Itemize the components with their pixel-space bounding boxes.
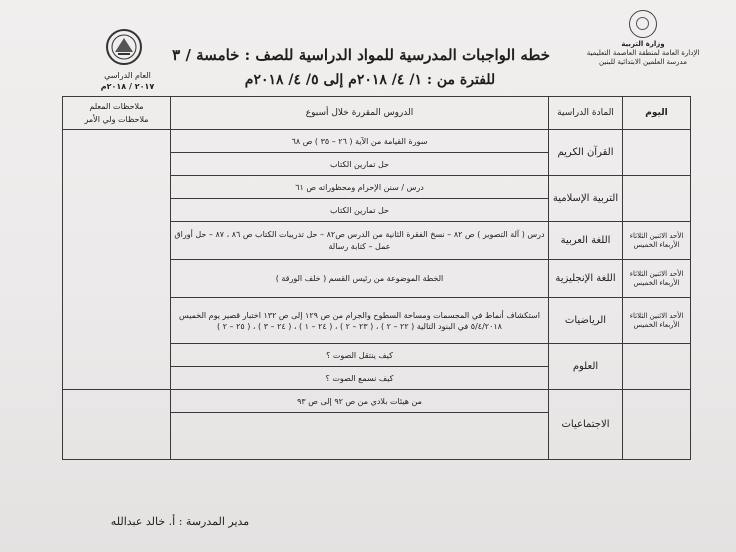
header-subject: المادة الدراسية [549, 97, 623, 130]
lesson-cell: كيف ينتقل الصوت ؟ [171, 344, 549, 367]
academic-year-value: ٢٠١٧ / ٢٠١٨م [100, 82, 155, 91]
day-cell: الأحد الاثنين الثلاثاء الأربعاء الخميس [623, 222, 691, 260]
ministry-seal-icon [629, 10, 657, 38]
lesson-cell [171, 413, 549, 460]
lesson-cell: درس ( آلة التصوير ) ص ٨٢ – نسخ الفقرة الثانية من الدرس ص٨٢ – حل تدريبات الكتاب ص ٨٦ ، ٨٧ – حل أوراق عمل – كتابة رسالة [171, 222, 549, 260]
page-title: خطه الواجبات المدرسية للمواد الدراسية للصف : خامسة / ٣ [172, 46, 550, 64]
school-emblem-icon [105, 28, 143, 66]
academic-year [70, 70, 185, 92]
day-cell [623, 130, 691, 176]
day-cell [623, 390, 691, 460]
lesson-cell: كيف نسمع الصوت ؟ [171, 367, 549, 390]
notes-cell [63, 390, 171, 460]
subject-math: الرياضيات [549, 298, 623, 344]
table-row [63, 130, 691, 153]
subject-islamic: التربية الإسلامية [549, 176, 623, 222]
period-subtitle: للفترة من : ١/ ٤/ ٢٠١٨م إلى ٥/ ٤/ ٢٠١٨م [244, 72, 496, 88]
ministry-name: وزارة التربية [621, 40, 665, 48]
table-header-row [63, 97, 691, 130]
lesson-cell: من هيئات بلادي من ص ٩٢ إلى ص ٩٣ [171, 390, 549, 413]
subject-english: اللغة الإنجليزية [549, 260, 623, 298]
day-cell: الأحد الاثنين الثلاثاء الأربعاء الخميس [623, 298, 691, 344]
day-cell: الأحد الاثنين الثلاثاء الأربعاء الخميس [623, 260, 691, 298]
header-notes: ملاحظات المعلم ملاحظات ولي الأمر [63, 97, 171, 130]
table-row [63, 390, 691, 413]
lesson-cell: الخطة الموضوعة من رئيس القسم ( خلف الورقة ) [171, 260, 549, 298]
homework-table [62, 96, 691, 460]
lesson-cell: استكشاف أنماط في المجسمات ومساحة السطوح والجرام من ص ١٢٩ إلى ص ١٣٢ اختبار قصير يوم الخميس ٥/٤/٢٠١٨ في البنود التالية ( ٢٢ – ٢ ) ، ( ٢٣ – ٢ ) ، ( ٢٤ – ١ ) ، ( ٢٤ – ٣ ) ، ( ٢٥ – ٢ ) [171, 298, 549, 344]
header-lessons: الدروس المقررة خلال أسبوع [171, 97, 549, 130]
header-day: اليوم [623, 97, 691, 130]
district-name: الإدارة العامة لمنطقة العاصمة التعليمية [586, 49, 700, 57]
lesson-cell: درس / سنن الإحرام ومحظوراته ص ٦١ [171, 176, 549, 199]
day-cell [623, 344, 691, 390]
subject-arabic: اللغة العربية [549, 222, 623, 260]
school-name: مدرسة العلمين الابتدائية للبنين [599, 58, 687, 66]
subject-quran: القرآن الكريم [549, 130, 623, 176]
subject-social: الاجتماعيات [549, 390, 623, 460]
notes-cell [63, 130, 171, 390]
academic-year-label: العام الدراسي [104, 71, 151, 80]
principal-signature-line: مدير المدرسة : أ. خالد عبدالله [110, 515, 250, 528]
lesson-cell: حل تمارين الكتاب [171, 153, 549, 176]
lesson-cell: سورة القيامة من الآية ( ٢٦ – ٣٥ ) ص ٦٨ [171, 130, 549, 153]
subject-science: العلوم [549, 344, 623, 390]
ministry-header [568, 10, 718, 67]
day-cell [623, 176, 691, 222]
lesson-cell: حل تمارين الكتاب [171, 199, 549, 222]
